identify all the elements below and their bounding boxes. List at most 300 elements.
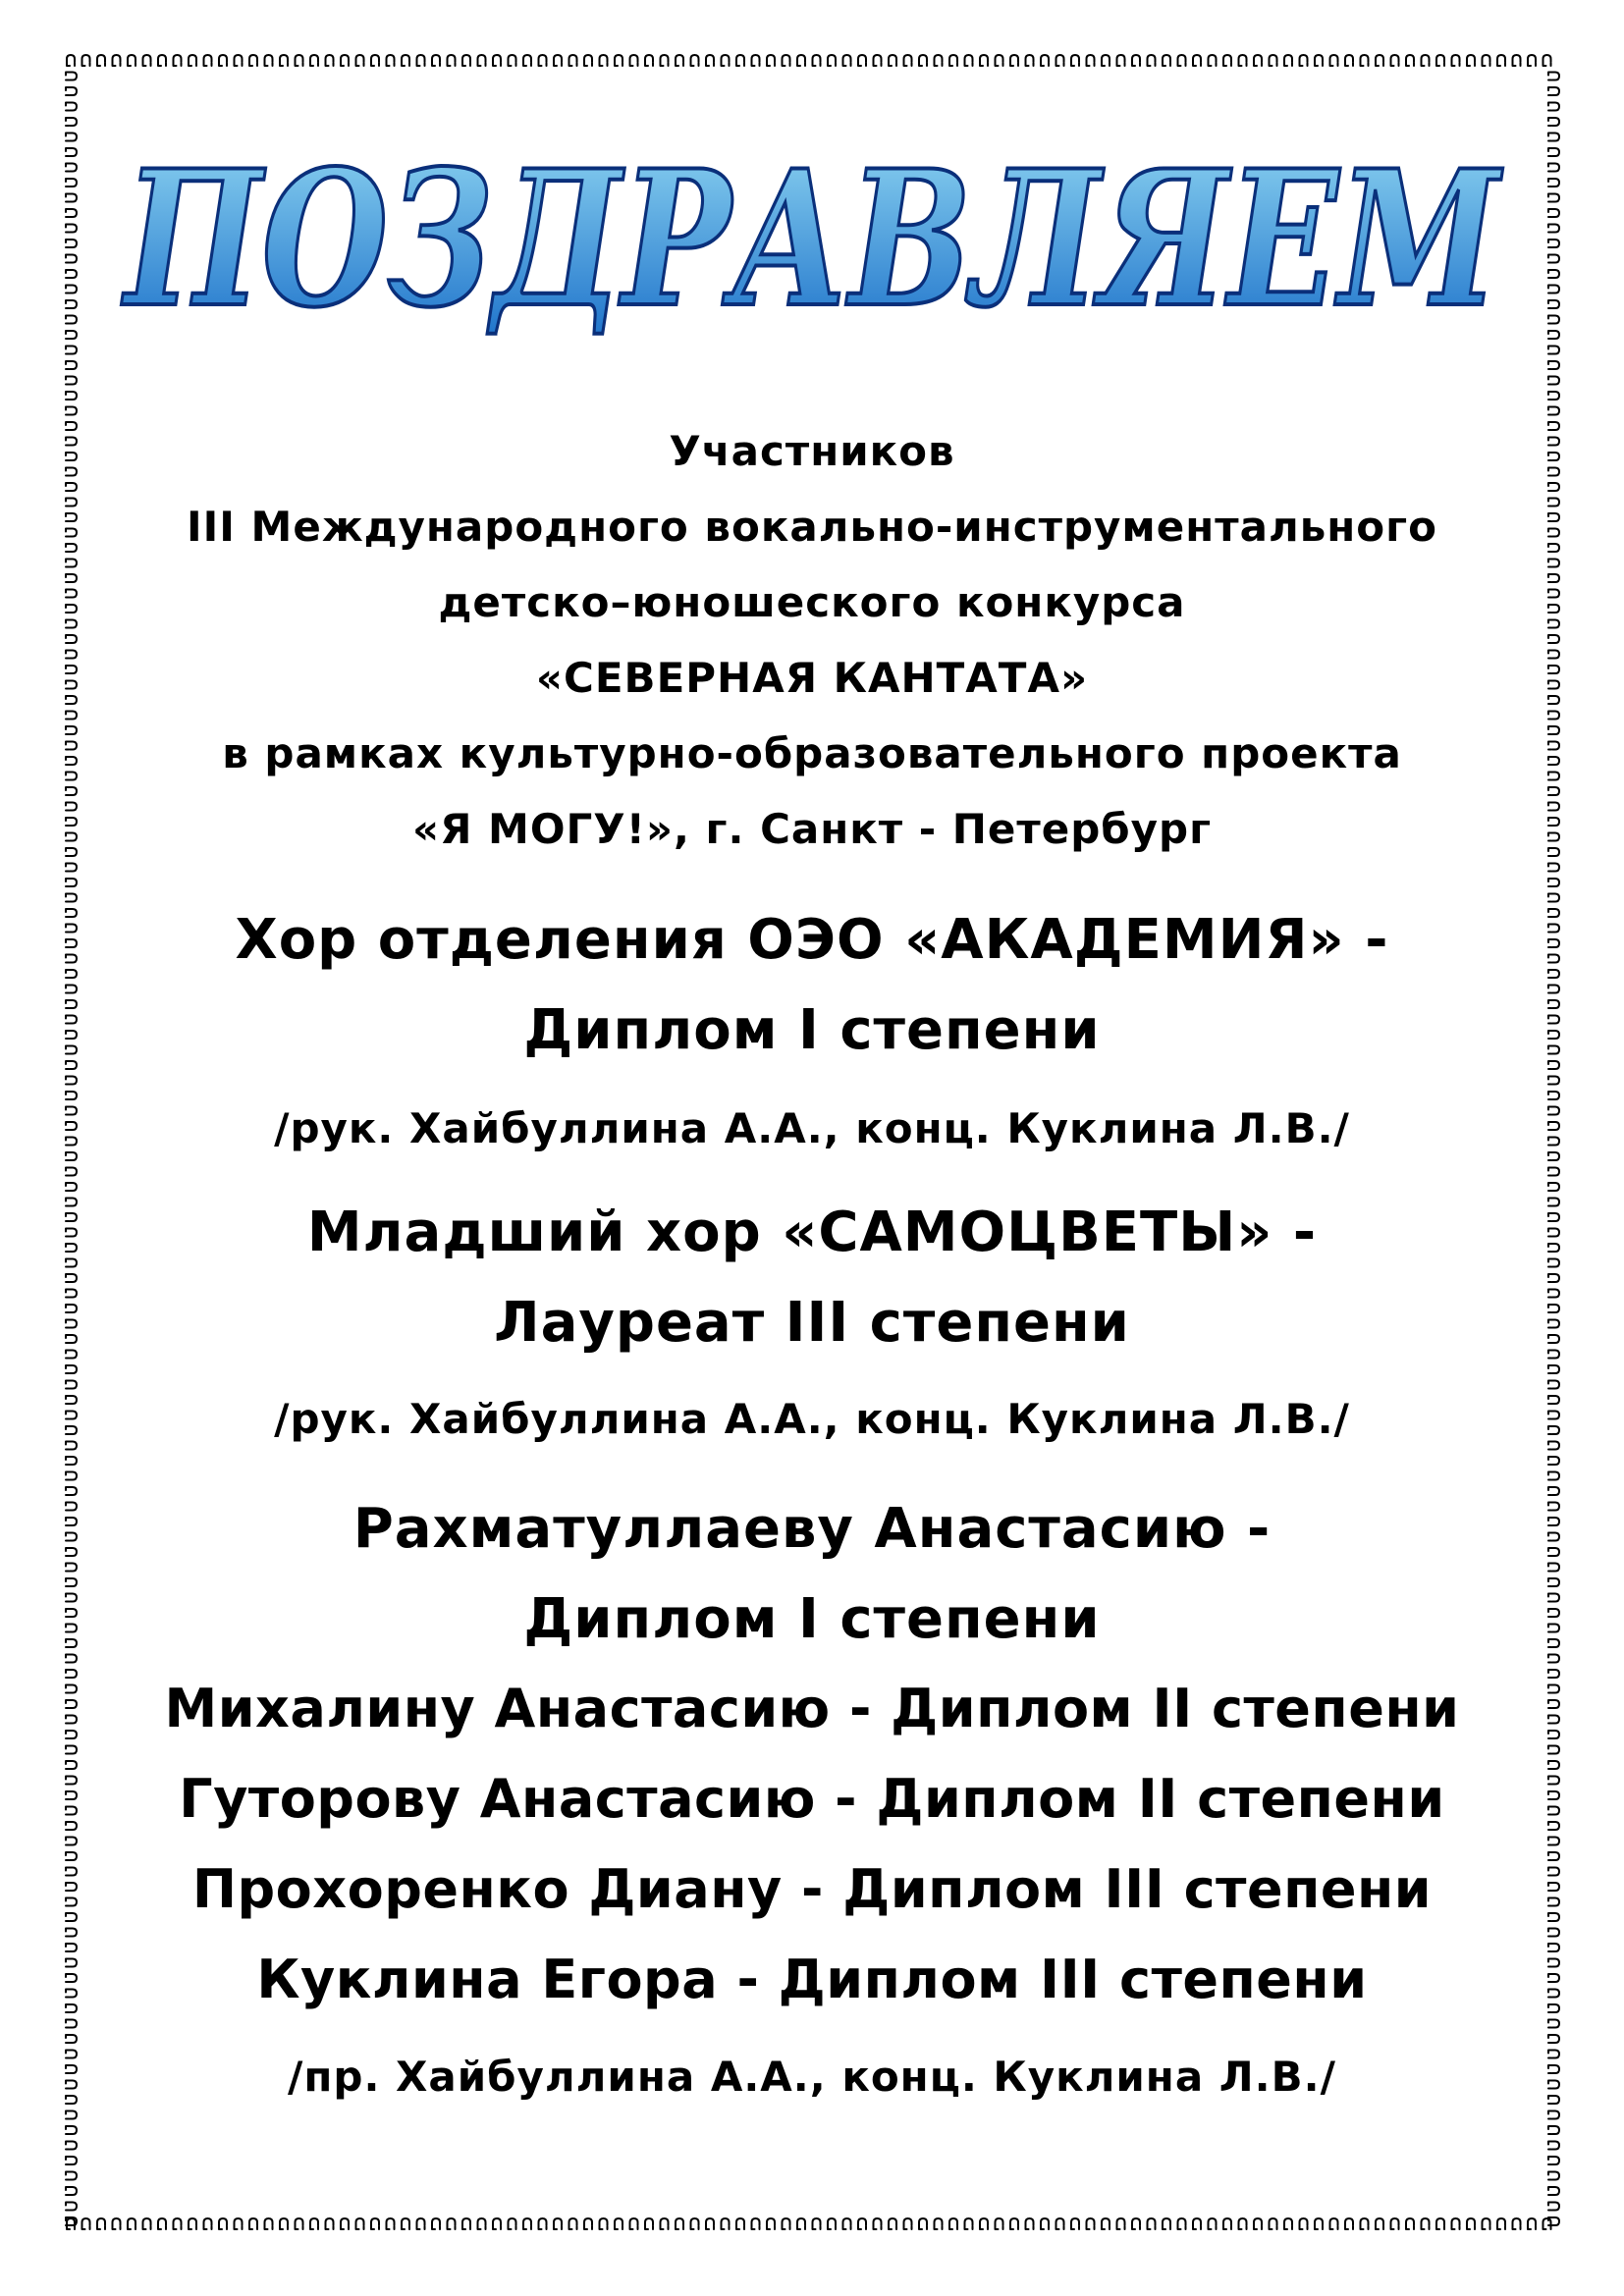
border-ornament (858, 55, 866, 66)
border-ornament (1548, 103, 1559, 111)
border-ornament (448, 55, 456, 66)
border-ornament (66, 1183, 77, 1191)
border-ornament (66, 1929, 77, 1937)
border-ornament (965, 2218, 973, 2229)
border-ornament (523, 55, 531, 66)
border-ornament (341, 2218, 349, 2229)
border-ornament (66, 347, 77, 354)
border-ornament (1548, 133, 1559, 141)
border-ornament (1548, 1807, 1559, 1815)
border-ornament (66, 73, 77, 80)
border-ornament (113, 55, 121, 66)
border-ornament (797, 55, 805, 66)
border-ornament (1548, 1381, 1559, 1389)
border-ornament (1548, 1365, 1559, 1373)
border-ornament (1223, 2218, 1231, 2229)
border-ornament (904, 55, 912, 66)
border-ornament (1543, 55, 1551, 66)
border-ornament (66, 1107, 77, 1115)
border-ornament (66, 2081, 77, 2089)
border-ornament (600, 55, 608, 66)
border-ornament (843, 2218, 851, 2229)
border-ornament (1548, 1518, 1559, 1525)
border-ornament (1436, 55, 1444, 66)
border-ornament (1548, 499, 1559, 507)
soloist-1-name: Рахматуллаеву Анастасию - (352, 1497, 1272, 1561)
border-ornament (1497, 2218, 1505, 2229)
border-ornament (706, 55, 714, 66)
border-ornament (341, 55, 349, 66)
border-ornament (66, 133, 77, 141)
border-ornament (97, 55, 105, 66)
border-ornament (66, 1777, 77, 1785)
border-ornament (66, 1974, 77, 1982)
border-ornament (66, 87, 77, 95)
border-ornament (66, 392, 77, 400)
border-ornament (158, 55, 166, 66)
border-ornament (569, 2218, 577, 2229)
border-ornament (66, 2065, 77, 2073)
border-ornament (1548, 164, 1559, 172)
border-ornament (1548, 651, 1559, 659)
border-ornament (1071, 2218, 1079, 2229)
soloists-leaders: /пр. Хайбуллина А.А., конц. Куклина Л.В./ (288, 2053, 1336, 2101)
border-ornament (66, 1822, 77, 1830)
border-ornament (66, 1564, 77, 1572)
border-ornament (66, 209, 77, 217)
border-ornament (1548, 1898, 1559, 1906)
border-ornament (1548, 2187, 1559, 2195)
border-ornament (66, 2203, 77, 2211)
border-ornament (66, 1412, 77, 1419)
border-ornament (1548, 848, 1559, 856)
border-ornament (204, 2218, 212, 2229)
border-ornament (1548, 726, 1559, 734)
border-ornament (66, 1031, 77, 1039)
border-ornament (1548, 1974, 1559, 1982)
border-ornament (1548, 1412, 1559, 1419)
border-ornament (919, 55, 927, 66)
border-ornament (904, 2218, 912, 2229)
border-ornament (1513, 2218, 1521, 2229)
border-ornament (1300, 2218, 1308, 2229)
border-ornament (1548, 1594, 1559, 1602)
border-ornament (82, 55, 90, 66)
soloist-line: Гуторову Анастасию - Диплом II степени (179, 1768, 1445, 1830)
border-ornament (66, 1655, 77, 1663)
border-ornament (143, 55, 151, 66)
border-ornament (1548, 73, 1559, 80)
border-ornament (66, 483, 77, 491)
border-ornament (1178, 55, 1186, 66)
border-ornament (1548, 1229, 1559, 1237)
border-ornament (1548, 1061, 1559, 1069)
border-ornament (402, 2218, 409, 2229)
border-ornament (1548, 2035, 1559, 2043)
border-ornament (66, 696, 77, 704)
soloist-1-result: Диплом I степени (523, 1587, 1101, 1651)
border-ornament (1254, 2218, 1262, 2229)
border-ornament (1548, 1929, 1559, 1937)
border-ornament (66, 1000, 77, 1008)
border-ornament (66, 1639, 77, 1647)
border-ornament (1548, 970, 1559, 978)
border-ornament (158, 2218, 166, 2229)
border-ornament (1270, 55, 1277, 66)
border-ornament (1391, 2218, 1399, 2229)
border-ornament (889, 55, 896, 66)
border-ornament (1548, 422, 1559, 430)
border-ornament (66, 1305, 77, 1312)
border-ornament (432, 55, 440, 66)
border-ornament (326, 2218, 334, 2229)
border-ornament (66, 879, 77, 886)
border-ornament (66, 2157, 77, 2164)
border-ornament (1548, 818, 1559, 826)
border-ornament (66, 2004, 77, 2012)
border-ornament (1548, 1670, 1559, 1678)
border-ornament (539, 55, 547, 66)
border-ornament (66, 1351, 77, 1359)
border-ornament (996, 2218, 1003, 2229)
border-ornament (1548, 347, 1559, 354)
border-ornament (1548, 468, 1559, 476)
border-ornament (1548, 438, 1559, 446)
border-ornament (66, 1092, 77, 1099)
border-ornament (66, 590, 77, 598)
border-ornament (949, 55, 957, 66)
border-ornament (66, 194, 77, 202)
border-ornament (66, 1472, 77, 1480)
award-2-result: Лауреат III степени (494, 1291, 1130, 1355)
border-ornament (1548, 2081, 1559, 2089)
border-ornament (1548, 1564, 1559, 1572)
border-ornament (66, 300, 77, 308)
border-ornament (874, 2218, 882, 2229)
border-ornament (1548, 712, 1559, 720)
border-ornament (128, 2218, 135, 2229)
border-ornament (66, 848, 77, 856)
border-ornament (1041, 2218, 1049, 2229)
border-ornament (66, 2035, 77, 2043)
border-ornament (67, 55, 75, 66)
border-ornament (66, 1365, 77, 1373)
border-ornament (1548, 544, 1559, 552)
border-ornament (1239, 2218, 1247, 2229)
border-ornament (66, 1609, 77, 1617)
border-ornament (66, 1791, 77, 1799)
border-ornament (1102, 55, 1110, 66)
border-ornament (66, 1503, 77, 1511)
border-ornament (1548, 879, 1559, 886)
border-ornament (1087, 2218, 1095, 2229)
border-ornament (66, 1852, 77, 1860)
border-ornament (417, 2218, 425, 2229)
border-ornament (949, 2218, 957, 2229)
border-ornament (66, 1959, 77, 1967)
border-ornament (1548, 2111, 1559, 2119)
border-ornament (509, 2218, 516, 2229)
border-ornament (66, 1077, 77, 1085)
border-ornament (174, 2218, 182, 2229)
border-ornament (1376, 2218, 1383, 2229)
border-ornament (66, 1274, 77, 1282)
border-ornament (1548, 377, 1559, 385)
border-ornament (478, 2218, 486, 2229)
border-ornament (1041, 55, 1049, 66)
border-ornament (996, 55, 1003, 66)
border-ornament (1254, 55, 1262, 66)
intro-line-6: «Я МОГУ!», г. Санкт - Петербург (411, 805, 1213, 853)
border-ornament (1548, 1152, 1559, 1160)
border-ornament (66, 468, 77, 476)
border-ornament (889, 2218, 896, 2229)
intro-line-1: Участников (669, 427, 955, 475)
border-ornament (265, 55, 273, 66)
border-ornament (1548, 270, 1559, 278)
border-ornament (843, 55, 851, 66)
border-ornament (1315, 55, 1323, 66)
border-ornament (1548, 1244, 1559, 1252)
border-ornament (1548, 560, 1559, 567)
border-ornament (265, 2218, 273, 2229)
border-ornament (1548, 894, 1559, 902)
border-ornament (1548, 1183, 1559, 1191)
border-ornament (66, 422, 77, 430)
border-ornament (1548, 2142, 1559, 2150)
border-ornament (1548, 742, 1559, 750)
border-ornament (66, 118, 77, 126)
border-ornament (66, 179, 77, 187)
border-ornament (1548, 407, 1559, 415)
border-ornament (66, 651, 77, 659)
border-ornament (66, 1046, 77, 1054)
border-ornament (980, 55, 988, 66)
border-ornament (66, 1883, 77, 1891)
border-ornament (66, 1944, 77, 1951)
border-ornament (66, 286, 77, 294)
border-ornament (736, 2218, 744, 2229)
border-ornament (66, 1290, 77, 1298)
border-ornament (310, 55, 318, 66)
border-ornament (1548, 1548, 1559, 1556)
border-ornament (66, 544, 77, 552)
border-ornament (66, 1731, 77, 1738)
border-ornament (66, 164, 77, 172)
border-ornament (1548, 2172, 1559, 2180)
border-ornament (676, 2218, 683, 2229)
border-ornament (66, 1426, 77, 1434)
border-ornament (1193, 2218, 1201, 2229)
border-ornament (1548, 1822, 1559, 1830)
border-ornament (1010, 55, 1018, 66)
border-ornament (1548, 681, 1559, 689)
border-ornament (1548, 1426, 1559, 1434)
border-ornament (66, 925, 77, 933)
border-ornament (1548, 1990, 1559, 1998)
soloist-line: Куклина Егора - Диплом III степени (256, 1949, 1368, 2010)
border-ornament (858, 2218, 866, 2229)
border-ornament (1548, 2051, 1559, 2058)
border-ornament (1548, 1046, 1559, 1054)
border-ornament (66, 225, 77, 233)
border-ornament (66, 742, 77, 750)
border-ornament (1548, 1700, 1559, 1708)
border-ornament (1548, 1122, 1559, 1130)
border-ornament (1436, 2218, 1444, 2229)
border-ornament (1548, 1838, 1559, 1845)
border-ornament (1056, 2218, 1064, 2229)
border-ornament (97, 2218, 105, 2229)
border-ornament (1284, 2218, 1292, 2229)
border-ornament (1548, 1625, 1559, 1632)
border-ornament (1548, 1290, 1559, 1298)
border-ornament (828, 55, 836, 66)
border-ornament (1406, 2218, 1414, 2229)
border-ornament (1548, 240, 1559, 247)
border-ornament (417, 55, 425, 66)
border-ornament (1548, 209, 1559, 217)
border-ornament (1548, 148, 1559, 156)
border-ornament (1548, 1335, 1559, 1343)
border-ornament (402, 55, 409, 66)
border-ornament (1548, 1351, 1559, 1359)
border-ornament (1361, 2218, 1369, 2229)
border-ornament (1548, 1442, 1559, 1450)
border-ornament (66, 726, 77, 734)
border-ornament (1548, 986, 1559, 993)
border-ornament (1497, 55, 1505, 66)
border-ornament (66, 1761, 77, 1769)
border-ornament (1548, 833, 1559, 841)
border-ornament (66, 1670, 77, 1678)
border-ornament (1548, 620, 1559, 628)
border-ornament (1548, 1107, 1559, 1115)
border-ornament (1056, 55, 1064, 66)
border-ornament (1548, 316, 1559, 324)
border-ornament (326, 55, 334, 66)
border-ornament (1548, 1944, 1559, 1951)
border-ornament (1548, 1868, 1559, 1876)
border-ornament (219, 55, 227, 66)
border-ornament (1548, 1791, 1559, 1799)
border-ornament (66, 453, 77, 460)
border-ornament (554, 2218, 562, 2229)
border-ornament (1209, 2218, 1217, 2229)
border-ornament (219, 2218, 227, 2229)
border-ornament (1548, 1746, 1559, 1754)
border-ornament (1548, 574, 1559, 582)
border-ornament (509, 55, 516, 66)
border-ornament (66, 270, 77, 278)
border-ornament (66, 377, 77, 385)
border-ornament (752, 55, 760, 66)
border-ornament (235, 2218, 243, 2229)
border-ornament (1117, 2218, 1125, 2229)
border-ornament (1300, 55, 1308, 66)
border-ornament (1543, 2218, 1551, 2229)
border-ornament (676, 55, 683, 66)
border-ornament (66, 635, 77, 643)
border-ornament (66, 499, 77, 507)
border-ornament (143, 2218, 151, 2229)
border-ornament (661, 55, 669, 66)
border-ornament (66, 1518, 77, 1525)
border-ornament (66, 2142, 77, 2150)
border-ornament (1548, 483, 1559, 491)
border-ornament (1548, 1533, 1559, 1541)
border-ornament (66, 1457, 77, 1465)
border-ornament (66, 2126, 77, 2134)
border-ornament (1548, 1031, 1559, 1039)
border-ornament (66, 894, 77, 902)
border-ornament (66, 1442, 77, 1450)
border-ornament (66, 833, 77, 841)
border-ornament (722, 55, 730, 66)
border-ornament (66, 1838, 77, 1845)
award-1-name: Хор отделения ОЭО «АКАДЕМИЯ» - (235, 908, 1389, 972)
border-ornament (630, 2218, 638, 2229)
border-ornament (235, 55, 243, 66)
intro-line-3: детско–юношеского конкурса (438, 578, 1186, 626)
border-ornament (66, 560, 77, 567)
border-ornament (82, 2218, 90, 2229)
border-ornament (1548, 286, 1559, 294)
border-ornament (1087, 55, 1095, 66)
border-ornament (1548, 787, 1559, 795)
award-2-name: Младший хор «САМОЦВЕТЫ» - (306, 1201, 1318, 1264)
border-ornament (66, 803, 77, 811)
border-ornament (980, 2218, 988, 2229)
border-ornament (66, 529, 77, 537)
border-ornament (66, 818, 77, 826)
border-ornament (1548, 955, 1559, 963)
border-ornament (1548, 773, 1559, 780)
border-ornament (66, 955, 77, 963)
border-ornament (1132, 55, 1140, 66)
border-ornament (66, 970, 77, 978)
border-ornament (66, 712, 77, 720)
border-ornament (615, 55, 623, 66)
border-ornament (1548, 1959, 1559, 1967)
border-ornament (66, 1199, 77, 1206)
border-ornament (1548, 118, 1559, 126)
border-ornament (569, 55, 577, 66)
border-ornament (615, 2218, 623, 2229)
border-ornament (1528, 55, 1536, 66)
border-ornament (66, 1746, 77, 1754)
border-ornament (280, 55, 288, 66)
border-ornament (1071, 55, 1079, 66)
border-ornament (828, 2218, 836, 2229)
border-ornament (752, 2218, 760, 2229)
border-ornament (1483, 55, 1490, 66)
border-ornament (736, 55, 744, 66)
border-ornament (66, 2187, 77, 2195)
border-ornament (1548, 2203, 1559, 2211)
border-ornament (66, 2111, 77, 2119)
border-ornament (1548, 1487, 1559, 1495)
border-ornament (1548, 2004, 1559, 2012)
border-ornament (66, 1578, 77, 1586)
border-ornament (1315, 2218, 1323, 2229)
border-ornament (66, 316, 77, 324)
border-ornament (645, 2218, 653, 2229)
border-ornament (1548, 1000, 1559, 1008)
border-ornament (1548, 1503, 1559, 1511)
border-ornament (371, 55, 379, 66)
border-ornament (1548, 513, 1559, 521)
